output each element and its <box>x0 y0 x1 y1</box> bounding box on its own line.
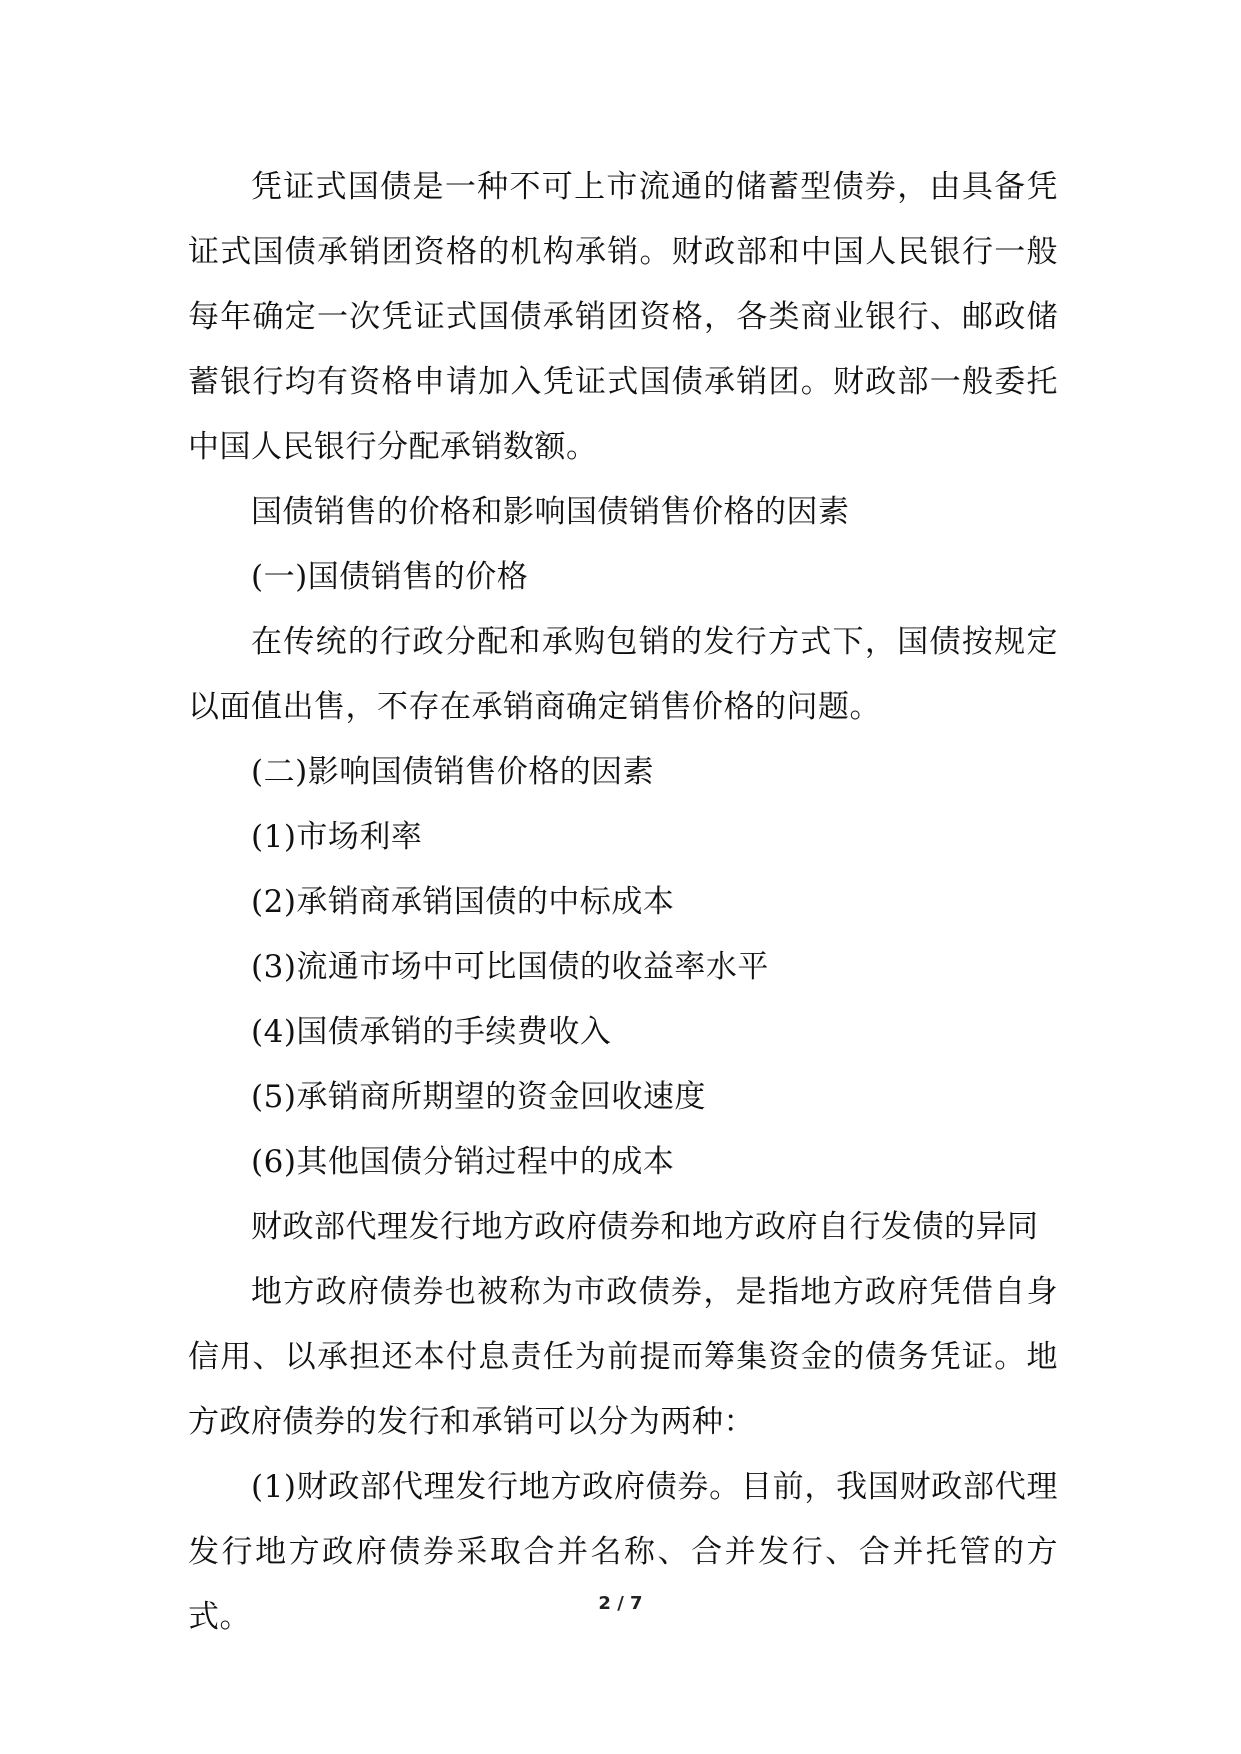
document-body <box>188 155 1058 1650</box>
list-item: (5)承销商所期望的资金回收速度 <box>251 1079 706 1115</box>
list-item: (2)承销商承销国债的中标成本 <box>251 884 675 920</box>
paragraph: 地方政府债券也被称为市政债券，是指地方政府凭借自身信用、以承担还本付息责任为前提而筹集资金的债务凭证。地方政府债券的发行和承销可以分为两种： <box>188 1274 1058 1440</box>
section-heading: 国债销售的价格和影响国债销售价格的因素 <box>251 494 850 530</box>
subsection-heading: (二)影响国债销售价格的因素 <box>251 754 655 790</box>
list-item: (3)流通市场中可比国债的收益率水平 <box>251 949 769 985</box>
page-number: 2 / 7 <box>598 1593 643 1614</box>
paragraph: (1)财政部代理发行地方政府债券。目前，我国财政部代理发行地方政府债券采取合并名称、合并发行、合并托管的方式。 <box>188 1469 1058 1635</box>
list-item: (6)其他国债分销过程中的成本 <box>251 1144 675 1180</box>
list-item: (4)国债承销的手续费收入 <box>251 1014 612 1050</box>
paragraph: 在传统的行政分配和承购包销的发行方式下，国债按规定以面值出售，不存在承销商确定销售价格的问题。 <box>188 624 1058 725</box>
paragraph: 凭证式国债是一种不可上市流通的储蓄型债券，由具备凭证式国债承销团资格的机构承销。财政部和中国人民银行一般每年确定一次凭证式国债承销团资格，各类商业银行、邮政储蓄银行均有资格申请加入凭证式国债承销团。财政部一般委托中国人民银行分配承销数额。 <box>188 169 1058 465</box>
subsection-heading: (一)国债销售的价格 <box>251 559 529 595</box>
list-item: (1)市场利率 <box>251 819 423 855</box>
section-heading: 财政部代理发行地方政府债券和地方政府自行发债的异同 <box>251 1209 1039 1245</box>
